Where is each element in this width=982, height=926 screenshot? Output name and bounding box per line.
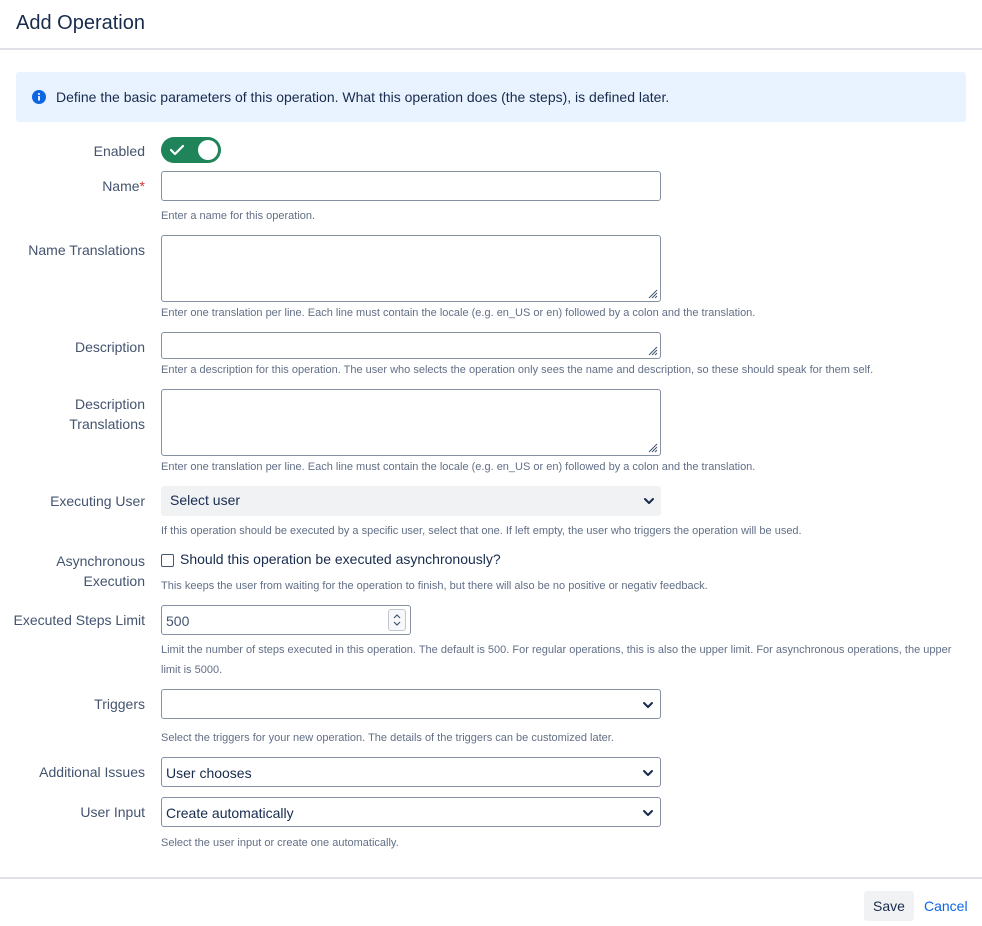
description-textarea[interactable]	[161, 332, 661, 359]
steps-limit-value: 500	[166, 613, 190, 629]
triggers-select[interactable]	[161, 689, 661, 719]
name-help: Enter a name for this operation.	[161, 210, 316, 222]
resize-grip-icon[interactable]	[646, 344, 658, 356]
steps-limit-label: Executed Steps Limit	[13, 612, 145, 628]
description-translations-label-line1: Description	[74, 396, 145, 412]
enabled-label: Enabled	[93, 143, 145, 159]
chevron-down-icon	[642, 807, 654, 819]
resize-grip-icon[interactable]	[646, 287, 658, 299]
asynchronous-help: This keeps the user from waiting for the operation to finish, but there will also be no positive or negativ feedback.	[161, 580, 708, 592]
name-translations-help: Enter one translation per line. Each line must contain the locale (e.g. en_US or en) followed by a colon and the translation.	[161, 307, 756, 319]
additional-issues-select[interactable]	[161, 757, 661, 787]
user-input-help: Select the user input or create one automatically.	[161, 837, 399, 849]
number-spinner[interactable]	[388, 609, 406, 631]
triggers-label: Triggers	[94, 696, 145, 712]
name-translations-textarea[interactable]	[161, 235, 661, 302]
executing-user-value: Select user	[170, 492, 241, 508]
toggle-knob	[198, 140, 218, 160]
user-input-value: Create automatically	[166, 805, 294, 821]
info-icon	[32, 90, 46, 104]
steps-limit-input[interactable]	[161, 605, 411, 635]
cancel-button[interactable]: Cancel	[924, 898, 968, 914]
executing-user-label: Executing User	[50, 493, 145, 509]
asynchronous-checkbox[interactable]	[161, 554, 174, 567]
asynchronous-label-line1: Asynchronous	[56, 553, 145, 569]
spinner-arrows-icon	[392, 612, 402, 628]
required-mark: *	[139, 178, 145, 194]
description-translations-textarea[interactable]	[161, 389, 661, 456]
chevron-down-icon	[642, 767, 654, 779]
name-input[interactable]	[161, 171, 661, 201]
dialog-title: Add Operation	[16, 12, 145, 34]
executing-user-select[interactable]	[161, 486, 661, 516]
steps-limit-help-line1: Limit the number of steps executed in this operation. The default is 500. For regular operations, this is also the upper limit. For asynchronous operations, the upper	[161, 644, 952, 656]
triggers-help: Select the triggers for your new operation. The details of the triggers can be customized later.	[161, 732, 614, 744]
chevron-down-icon	[643, 495, 655, 507]
steps-limit-help-line2: limit is 5000.	[161, 664, 223, 676]
enabled-toggle[interactable]	[161, 137, 221, 163]
name-label: Name*	[102, 178, 145, 194]
description-help: Enter a description for this operation. The user who selects the operation only sees the name and description, so these should speak for them self.	[161, 364, 874, 376]
save-button[interactable]: Save	[864, 891, 914, 921]
user-input-select[interactable]	[161, 797, 661, 827]
asynchronous-label-line2: Execution	[83, 573, 145, 589]
additional-issues-value: User chooses	[166, 765, 252, 781]
additional-issues-label: Additional Issues	[39, 764, 145, 780]
executing-user-help: If this operation should be executed by a specific user, select that one. If left empty, the user who triggers the operation will be used.	[161, 525, 802, 537]
description-translations-help: Enter one translation per line. Each line must contain the locale (e.g. en_US or en) followed by a colon and the translation.	[161, 461, 756, 473]
description-label: Description	[74, 339, 145, 355]
info-banner	[16, 72, 966, 122]
chevron-down-icon	[642, 699, 654, 711]
description-translations-label-line2: Translations	[69, 416, 145, 432]
asynchronous-checkbox-label[interactable]: Should this operation be executed asynchronously?	[180, 551, 501, 567]
user-input-label: User Input	[80, 804, 145, 820]
dialog-header	[0, 0, 982, 50]
dialog-footer	[0, 877, 982, 926]
resize-grip-icon[interactable]	[646, 441, 658, 453]
check-icon	[170, 144, 184, 156]
info-text: Define the basic parameters of this operation. What this operation does (the steps), is defined later.	[56, 89, 670, 105]
name-translations-label: Name Translations	[28, 242, 145, 258]
